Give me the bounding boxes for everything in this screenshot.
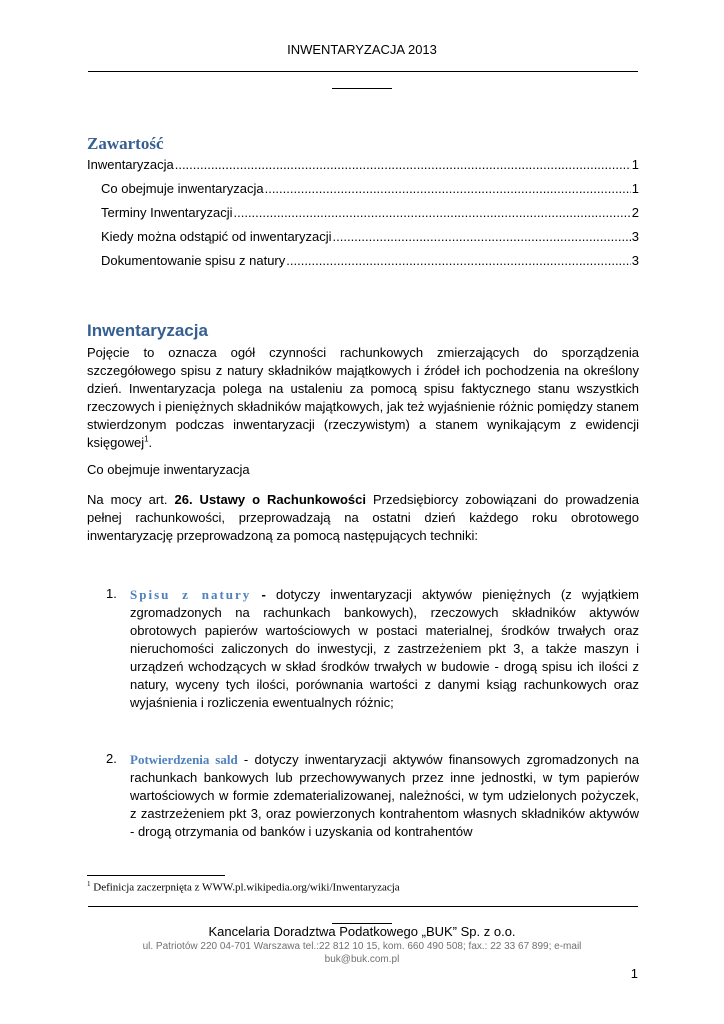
list-item-dash: - bbox=[237, 752, 255, 767]
header-short-rule bbox=[332, 88, 392, 89]
list-item bbox=[130, 751, 639, 841]
law-prefix: Na mocy art. bbox=[87, 492, 175, 507]
toc-entry-page: 1 bbox=[631, 157, 639, 172]
header-rule bbox=[88, 71, 638, 72]
section-heading: Inwentaryzacja bbox=[87, 321, 208, 340]
list-item-number: 1. bbox=[106, 586, 117, 601]
toc-entry-label: Kiedy można odstąpić od inwentaryzacji bbox=[101, 229, 332, 244]
toc-entry-page: 2 bbox=[631, 205, 639, 220]
toc-entry-page: 1 bbox=[631, 181, 639, 196]
toc-entry-label: Dokumentowanie spisu z natury bbox=[101, 253, 286, 268]
toc-entry-co-obejmuje[interactable] bbox=[101, 181, 639, 196]
law-reference: 26. Ustawy o Rachunkowości bbox=[174, 492, 366, 507]
toc-entry-terminy[interactable] bbox=[101, 205, 639, 220]
footnote-separator bbox=[87, 875, 225, 876]
footnote-text: Definicja zaczerpnięta z WWW.pl.wikipedia.org/wiki/Inwentaryzacja bbox=[90, 881, 400, 894]
subheading-co-obejmuje: Co obejmuje inwentaryzacja bbox=[87, 462, 250, 477]
toc-entry-kiedy[interactable] bbox=[101, 229, 639, 244]
toc-entry-page: 3 bbox=[631, 229, 639, 244]
law-rest: Przedsiębiorcy zobowiązani do prowadzenia pełnej rachunkowości, przeprowadzają na ostatni dzień każdego roku obrotowego inwentaryzację przeprowadzoną za pomocą następujących techniki: bbox=[87, 492, 639, 543]
toc-entry-label: Inwentaryzacja bbox=[87, 157, 174, 172]
list-item-number: 2. bbox=[106, 751, 117, 766]
toc-heading: Zawartość bbox=[87, 134, 164, 153]
toc-leader bbox=[265, 181, 631, 196]
toc-entry-inwentaryzacja[interactable] bbox=[87, 157, 639, 172]
footnote-number: 1 bbox=[87, 880, 91, 888]
list-item-dash: - bbox=[251, 587, 276, 602]
toc-leader bbox=[234, 205, 631, 220]
toc-leader bbox=[286, 253, 631, 268]
toc-entry-page: 3 bbox=[631, 253, 639, 268]
footer-address: ul. Patriotów 220 04-701 Warszawa tel.:22 812 10 15, kom. 660 490 508; fax.: 22 33 67 899; e-mail buk@buk.com.pl bbox=[142, 941, 582, 965]
footnote-ref[interactable]: 1 bbox=[144, 434, 149, 444]
list-item-text: dotyczy inwentaryzacji aktywów pieniężnych (z wyjątkiem zgromadzonych na rachunkach bankowych), rzeczowych składników aktywów obrotowych papierów wartościowych w postaci materialnej, środków trwałych oraz nieruchomości zaliczonych do inwestycji, z zastrzeżeniem pkt 3, a także maszyn i urządzeń wchodzących w skład środków trwałych w budowie - drogą spisu ich ilości z natury, wyceny tych ilości, porównania wartości z danymi ksiąg rachunkowych oraz wyjaśnienia i rozliczenia ewentualnych różnic; bbox=[130, 587, 639, 710]
law-paragraph bbox=[87, 491, 639, 545]
toc-leader bbox=[333, 229, 631, 244]
intro-period: . bbox=[148, 435, 153, 450]
intro-paragraph bbox=[87, 344, 639, 452]
footnote bbox=[87, 880, 400, 894]
page-number: 1 bbox=[630, 966, 638, 981]
toc-entry-label: Co obejmuje inwentaryzacja bbox=[101, 181, 264, 196]
list-item bbox=[130, 586, 639, 712]
list-item-term: Potwierdzenia sald bbox=[130, 752, 238, 767]
list-item-term: Spisu z natury bbox=[130, 587, 252, 602]
footer-company: Kancelaria Doradztwa Podatkowego „BUK” Sp. z o.o. bbox=[208, 924, 516, 939]
toc-leader bbox=[175, 157, 631, 172]
toc-entry-label: Terminy Inwentaryzacji bbox=[101, 205, 233, 220]
intro-text: Pojęcie to oznacza ogół czynności rachunkowych zmierzających do sporządzenia szczegółowego spisu z natury składników majątkowych i źródeł ich pochodzenia na określony dzień. Inwentaryzacja polega na ustaleniu za pomocą spisu faktycznego stanu wszystkich rzeczowych i pieniężnych składników majątkowych, jak też wyjaśnienie różnic pomiędzy stanem stwierdzonym podczas inwentaryzacji (rzeczywistym) a stanem wynikającym z ewidencji księgowej bbox=[87, 345, 640, 450]
list-item-text: dotyczy inwentaryzacji aktywów finansowych zgromadzonych na rachunkach bankowych lub przechowywanych przez inne jednostki, w tym papierów wartościowych w formie zdematerializowanej, należności, w tym udzielonych pożyczek, z zastrzeżeniem pkt 3, oraz powierzonych kontrahentom własnych składników aktywów - drogą otrzymania od banków i uzyskania od kontrahentów bbox=[130, 752, 639, 839]
toc-entry-dokumentowanie[interactable] bbox=[101, 253, 639, 268]
footer-rule bbox=[88, 906, 638, 907]
page-header-title: INWENTARYZACJA 2013 bbox=[287, 42, 437, 57]
